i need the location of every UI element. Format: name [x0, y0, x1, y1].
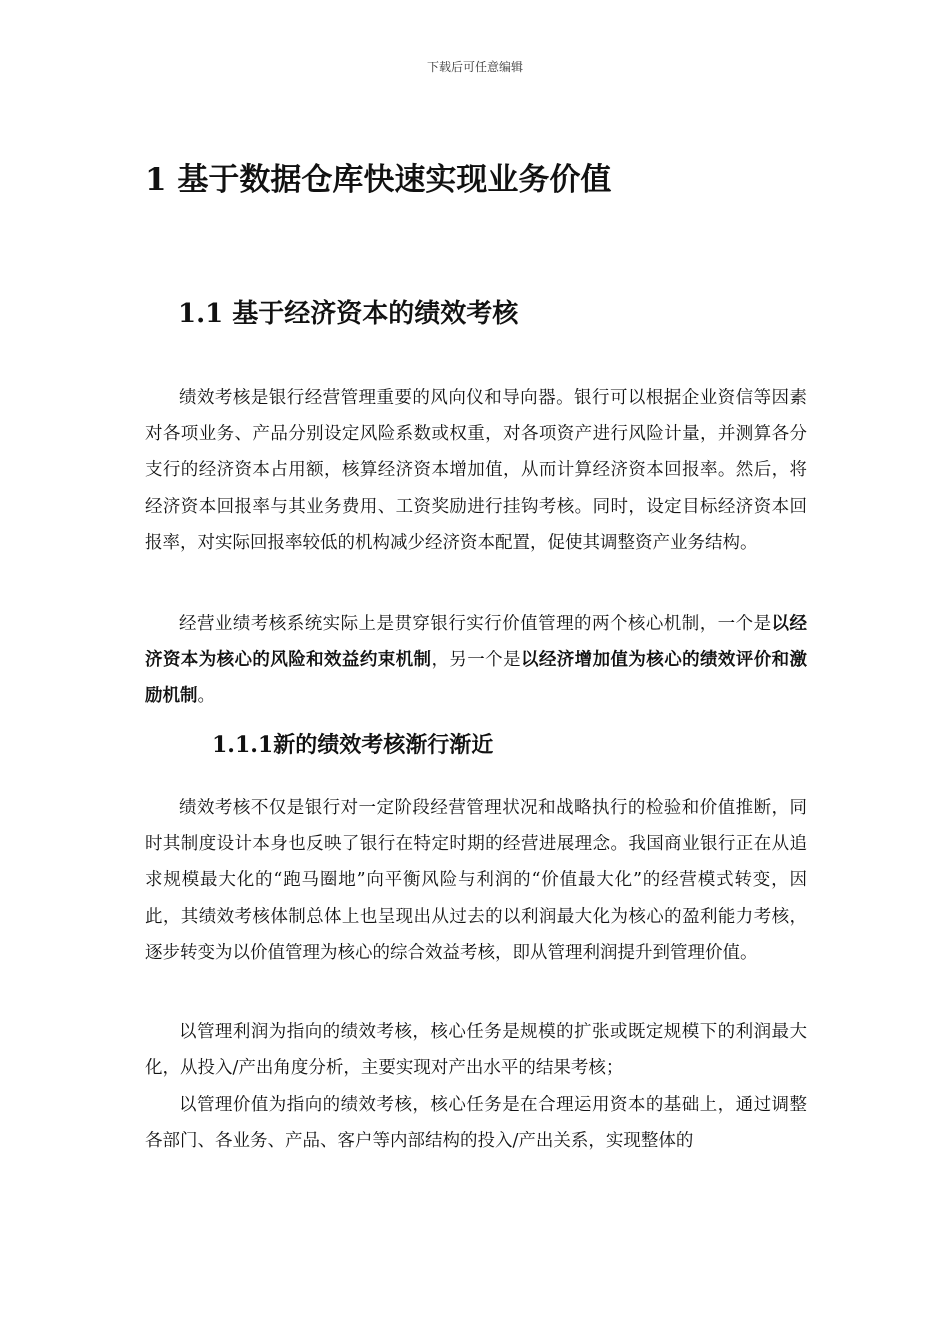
paragraph-value-oriented: 以管理价值为指向的绩效考核，核心任务是在合理运用资本的基础上，通过调整各部门、各业务、产品、客户等内部结构的投入/产出关系，实现整体的 — [145, 1095, 807, 1152]
paragraph-text: 经营业绩考核系统实际上是贯穿银行实行价值管理的两个核心机制，一个是 — [179, 614, 772, 634]
paragraph-profit-oriented: 以管理利润为指向的绩效考核，核心任务是规模的扩张或既定规模下的利润最大化，从投入/产出角度分析，主要实现对产出水平的结果考核； — [145, 1022, 807, 1079]
section-heading: 1.1 基于经济资本的绩效考核 — [178, 299, 519, 329]
paragraph-text: ，另一个是 — [431, 650, 521, 671]
paragraph-text: 。 — [197, 686, 215, 707]
paragraph-core-mechanisms — [145, 606, 807, 715]
bold-phrase-incentive-mechanism: 以经济增加值为核心的绩效评价和激励机制 — [145, 650, 808, 707]
paragraph-new-assessment: 绩效考核不仅是银行对一定阶段经营管理状况和战略执行的检验和价值推断，同时其制度设计本身也反映了银行在特定时期的经营进展理念。我国商业银行正在从追求规模最大化的“跑马圈地”向平衡风险与利润的“价值最大化”的经营模式转变，因此，其绩效考核体制总体上也呈现出从过去的以利润最大化为核心的盈利能力考核，逐步转变为以价值管理为核心的综合效益考核，即从管理利润提升到管理价值。 — [145, 798, 807, 963]
subsection-heading: 1.1.1新的绩效考核渐行渐近 — [212, 732, 494, 758]
chapter-heading: 1 基于数据仓库快速实现业务价值 — [145, 162, 612, 198]
bold-phrase-risk-mechanism: 以经济资本为核心的风险和效益约束机制 — [145, 614, 808, 671]
page-header-note: 下载后可任意编辑 — [426, 60, 523, 74]
paragraph-performance-intro: 绩效考核是银行经营管理重要的风向仪和导向器。银行可以根据企业资信等因素对各项业务、产品分别设定风险系数或权重，对各项资产进行风险计量，并测算各分支行的经济资本占用额，核算经济资本增加值，从而计算经济资本回报率。然后，将经济资本回报率与其业务费用、工资奖励进行挂钩考核。同时，设定目标经济资本回报率，对实际回报率较低的机构减少经济资本配置，促使其调整资产业务结构。 — [145, 388, 807, 553]
